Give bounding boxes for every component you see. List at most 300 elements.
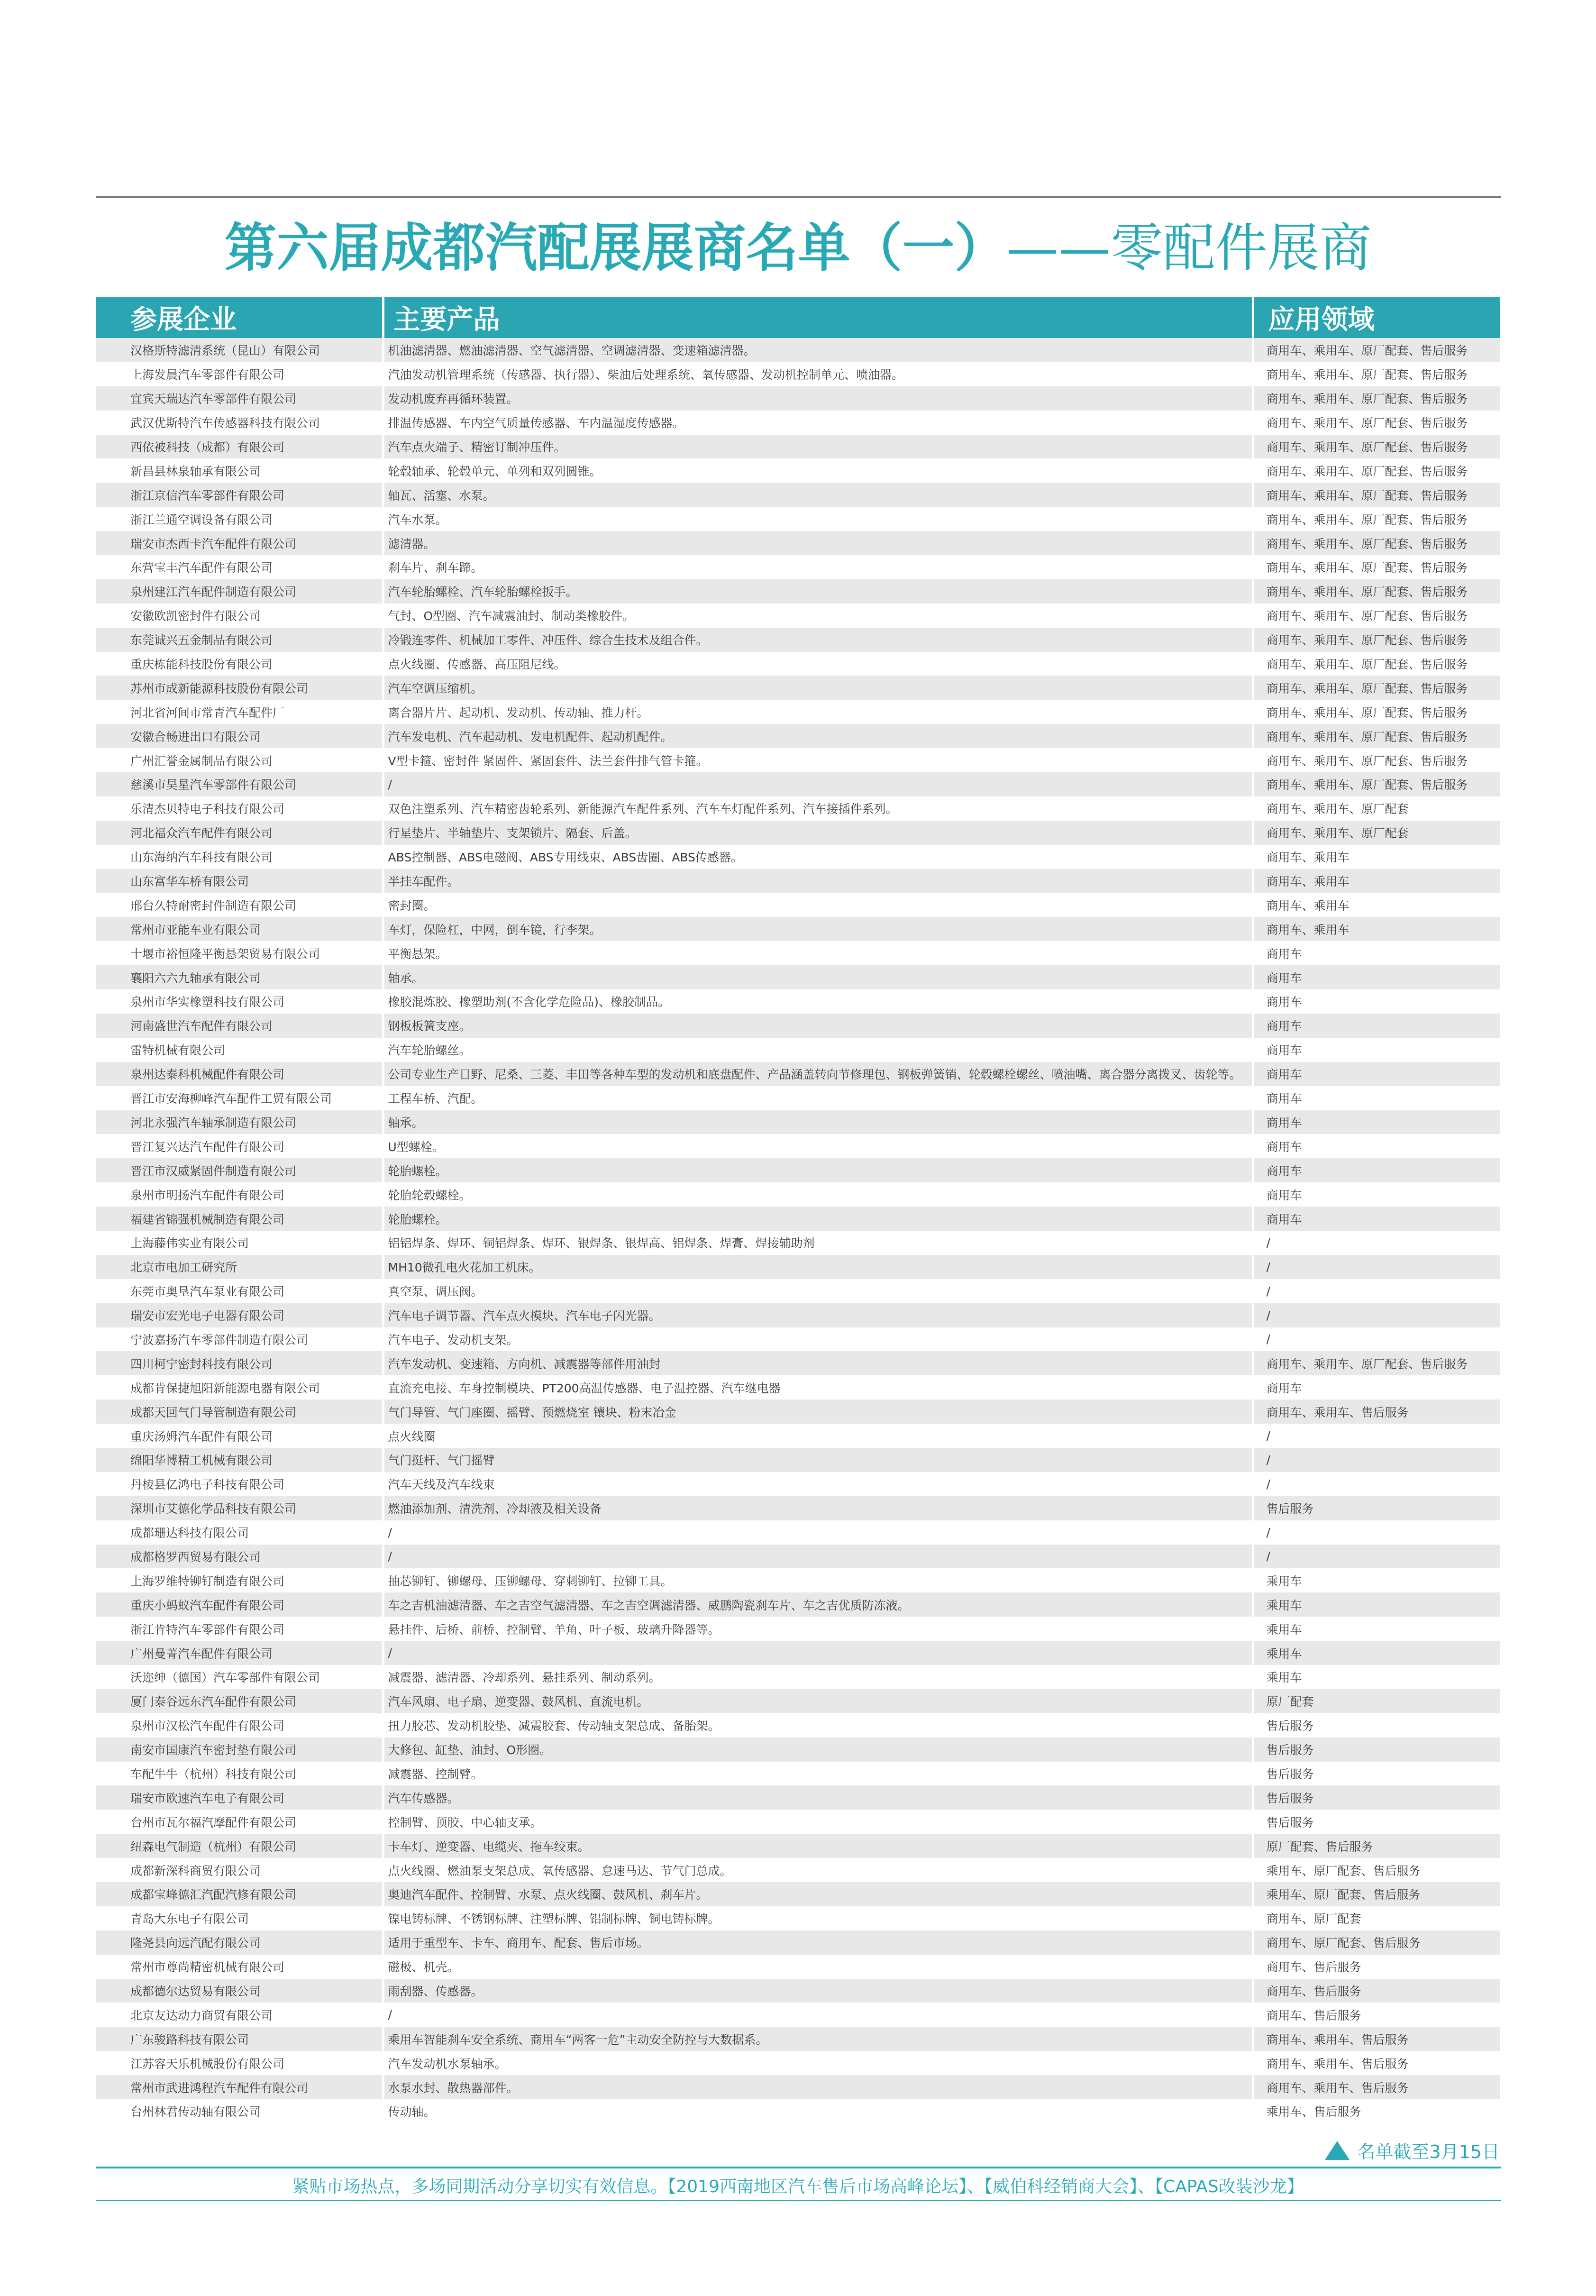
table-row [96, 1592, 1500, 1617]
cell-application: 商用车、乘用车、原厂配套、售后服务 [1253, 338, 1500, 362]
cell-company: 台州林君传动轴有限公司 [96, 2099, 383, 2123]
table-row [96, 1810, 1500, 1834]
cell-products: / [383, 1545, 1253, 1569]
cell-application: 售后服务 [1253, 1738, 1500, 1762]
cell-application: 商用车、乘用车、原厂配套 [1253, 796, 1500, 821]
cell-products: 密封圈。 [383, 893, 1253, 917]
cell-application: 商用车 [1253, 941, 1500, 965]
cell-company: 重庆栋能科技股份有限公司 [96, 652, 383, 676]
header-products: 主要产品 [383, 297, 1253, 338]
cell-products: 减震器、滤清器、冷却系列、悬挂系列、制动系列。 [383, 1665, 1253, 1689]
cell-company: 常州市尊尚精密机械有限公司 [96, 1955, 383, 1979]
table-row [96, 1472, 1500, 1496]
cell-products: U型螺栓。 [383, 1134, 1253, 1158]
table-row [96, 2027, 1500, 2051]
cell-application: 商用车、乘用车、原厂配套、售后服务 [1253, 458, 1500, 483]
cell-application: 售后服务 [1253, 1762, 1500, 1786]
table-row [96, 676, 1500, 700]
table-row [96, 1496, 1500, 1520]
cell-company: 河南盛世汽车配件有限公司 [96, 1014, 383, 1038]
cell-products: 轮毂轴承、轮毂单元、单列和双列圆锥。 [383, 458, 1253, 483]
cell-products: 滤清器。 [383, 531, 1253, 555]
cell-products: 汽车天线及汽车线束 [383, 1472, 1253, 1496]
cell-application: 原厂配套、售后服务 [1253, 1834, 1500, 1858]
cell-products: 适用于重型车、卡车、商用车、配套、售后市场。 [383, 1930, 1253, 1955]
cell-products: 排温传感器、车内空气质量传感器、车内温湿度传感器。 [383, 411, 1253, 435]
cell-products: ABS控制器、ABS电磁阀、ABS专用线束、ABS齿圈、ABS传感器。 [383, 845, 1253, 869]
cell-application: 商用车、乘用车、原厂配套、售后服务 [1253, 507, 1500, 531]
table-row [96, 941, 1500, 965]
cell-products: 汽车风扇、电子扇、逆变器、鼓风机、直流电机。 [383, 1689, 1253, 1713]
cell-application: 乘用车 [1253, 1641, 1500, 1665]
table-row [96, 1014, 1500, 1038]
cell-application: 商用车、原厂配套、售后服务 [1253, 1930, 1500, 1955]
cell-products: 悬挂件、后桥、前桥、控制臂、羊角、叶子板、玻璃升降器等。 [383, 1617, 1253, 1641]
table-row [96, 1785, 1500, 1810]
cell-company: 慈溪市昊星汽车零部件有限公司 [96, 772, 383, 796]
cell-products: 燃油添加剂、清洗剂、冷却液及相关设备 [383, 1496, 1253, 1520]
cell-products: 镍电铸标牌、不锈钢标牌、注塑标牌、铝制标牌、铜电铸标牌。 [383, 1906, 1253, 1930]
cell-application: / [1253, 1424, 1500, 1448]
title-sub: ——零配件展商 [1006, 218, 1372, 278]
cell-application: 售后服务 [1253, 1785, 1500, 1810]
table-row [96, 507, 1500, 531]
table-row [96, 1641, 1500, 1665]
cell-company: 成都宝峰德汇汽配汽修有限公司 [96, 1882, 383, 1906]
table-row [96, 1375, 1500, 1400]
cell-application: 商用车、乘用车、原厂配套、售后服务 [1253, 1351, 1500, 1375]
cell-application: 商用车、乘用车、原厂配套、售后服务 [1253, 483, 1500, 507]
cell-application: 售后服务 [1253, 1713, 1500, 1738]
cell-company: 广州曼菁汽车配件有限公司 [96, 1641, 383, 1665]
cell-company: 河北福众汽车配件有限公司 [96, 821, 383, 845]
cell-company: 泉州建江汽车配件制造有限公司 [96, 579, 383, 604]
cell-company: 浙江兰通空调设备有限公司 [96, 507, 383, 531]
cell-products: 汽车电子调节器、汽车点火模块、汽车电子闪光器。 [383, 1303, 1253, 1327]
table-row [96, 1713, 1500, 1738]
table-row [96, 2075, 1500, 2099]
table-row [96, 1906, 1500, 1930]
cell-application: 商用车、乘用车、售后服务 [1253, 1400, 1500, 1424]
cell-company: 瑞安市欧速汽车电子有限公司 [96, 1785, 383, 1810]
cell-company: 上海藤伟实业有限公司 [96, 1231, 383, 1255]
table-row [96, 1955, 1500, 1979]
cell-products: 汽车轮胎螺丝。 [383, 1038, 1253, 1062]
cell-company: 东莞市奥垦汽车泵业有限公司 [96, 1279, 383, 1303]
cell-application: 商用车、乘用车 [1253, 845, 1500, 869]
table-row [96, 1545, 1500, 1569]
cell-company: 东莞诚兴五金制品有限公司 [96, 628, 383, 652]
cell-products: 减震器、控制臂。 [383, 1762, 1253, 1786]
table-row [96, 1834, 1500, 1858]
cell-products: 点火线圈、传感器、高压阻尼线。 [383, 652, 1253, 676]
header-company: 参展企业 [96, 297, 383, 338]
cell-products: 扭力胶芯、发动机胶垫、减震胶套、传动轴支架总成、备胎架。 [383, 1713, 1253, 1738]
cell-company: 瑞安市宏光电子电器有限公司 [96, 1303, 383, 1327]
cell-company: 雷特机械有限公司 [96, 1038, 383, 1062]
cell-products: 钢板板簧支座。 [383, 1014, 1253, 1038]
table-row [96, 989, 1500, 1014]
cell-products: 汽车发动机、变速箱、方向机、减震器等部件用油封 [383, 1351, 1253, 1375]
cell-company: 晋江复兴达汽车配件有限公司 [96, 1134, 383, 1158]
cell-products: 汽车电子、发动机支架。 [383, 1327, 1253, 1352]
table-row [96, 1448, 1500, 1472]
cell-company: 成都德尔达贸易有限公司 [96, 1979, 383, 2003]
table-row [96, 1279, 1500, 1303]
cell-application: 商用车、乘用车 [1253, 869, 1500, 893]
deadline-text: 名单截至3月15日 [1357, 2141, 1500, 2162]
cell-company: 隆尧县向远汽配有限公司 [96, 1930, 383, 1955]
table-row [96, 1689, 1500, 1713]
cell-application: 商用车 [1253, 1086, 1500, 1110]
table-row [96, 1327, 1500, 1352]
cell-company: 浙江肯特汽车零部件有限公司 [96, 1617, 383, 1641]
cell-products: 机油滤清器、燃油滤清器、空气滤清器、空调滤清器、变速箱滤清器。 [383, 338, 1253, 362]
table-row [96, 965, 1500, 989]
cell-products: 工程车桥、汽配。 [383, 1086, 1253, 1110]
cell-products: V型卡箍、密封件 紧固件、紧固套件、法兰套件排气管卡箍。 [383, 748, 1253, 772]
cell-products: 冷锻连零件、机械加工零件、冲压件、综合生技术及组合件。 [383, 628, 1253, 652]
table-row [96, 821, 1500, 845]
cell-products: 真空泵、调压阀。 [383, 1279, 1253, 1303]
cell-application: 售后服务 [1253, 1810, 1500, 1834]
table-row [96, 386, 1500, 411]
cell-application: / [1253, 1472, 1500, 1496]
table-row [96, 1882, 1500, 1906]
cell-company: 安徽欧凯密封件有限公司 [96, 604, 383, 628]
bottom-rule-2 [96, 2200, 1501, 2201]
cell-company: 成都天回气门导管制造有限公司 [96, 1400, 383, 1424]
cell-company: 邢台久特耐密封件制造有限公司 [96, 893, 383, 917]
deadline-note [1325, 2137, 1500, 2163]
cell-company: 常州市武进鸿程汽车配件有限公司 [96, 2075, 383, 2099]
header-application: 应用领域 [1253, 297, 1500, 338]
cell-company: 常州市亚能车业有限公司 [96, 917, 383, 941]
cell-company: 重庆小蚂蚁汽车配件有限公司 [96, 1592, 383, 1617]
cell-products: 车之吉机油滤清器、车之吉空气滤清器、车之吉空调滤清器、威鹏陶瓷刹车片、车之吉优质防冻液。 [383, 1592, 1253, 1617]
cell-products: 公司专业生产日野、尼桑、三菱、丰田等各种车型的发动机和底盘配件、产品涵盖转向节修理包、钢板弹簧销、轮毂螺栓螺丝、喷油嘴、离合器分离拨叉、齿轮等。 [383, 1062, 1253, 1086]
cell-application: 乘用车 [1253, 1665, 1500, 1689]
table-row [96, 1134, 1500, 1158]
cell-application: 商用车、乘用车、原厂配套、售后服务 [1253, 748, 1500, 772]
cell-application: 商用车、乘用车、售后服务 [1253, 2027, 1500, 2051]
cell-company: 泉州市汉松汽车配件有限公司 [96, 1713, 383, 1738]
table-row [96, 1086, 1500, 1110]
cell-company: 浙江京信汽车零部件有限公司 [96, 483, 383, 507]
table-row [96, 1110, 1500, 1134]
cell-company: 成都肯保捷旭阳新能源电器有限公司 [96, 1375, 383, 1400]
table-row [96, 362, 1500, 386]
table-row [96, 555, 1500, 579]
cell-products: 橡胶混炼胶、橡塑助剂(不含化学危险品)、橡胶制品。 [383, 989, 1253, 1014]
table-row [96, 604, 1500, 628]
cell-products: / [383, 1641, 1253, 1665]
cell-application: 商用车 [1253, 965, 1500, 989]
cell-company: 河北省河间市常青汽车配件厂 [96, 700, 383, 724]
table-row [96, 724, 1500, 748]
cell-company: 汉格斯特滤清系统（昆山）有限公司 [96, 338, 383, 362]
cell-products: 汽车发电机、汽车起动机、发电机配件、起动机配件。 [383, 724, 1253, 748]
cell-products: 半挂车配件。 [383, 869, 1253, 893]
table-row [96, 652, 1500, 676]
cell-products: 汽车水泵。 [383, 507, 1253, 531]
cell-products: 汽车发动机水泵轴承。 [383, 2051, 1253, 2075]
cell-application: 商用车、乘用车 [1253, 893, 1500, 917]
cell-application: / [1253, 1448, 1500, 1472]
cell-application: 商用车、乘用车、售后服务 [1253, 2075, 1500, 2099]
cell-company: 西依被科技（成都）有限公司 [96, 435, 383, 459]
cell-products: 水泵水封、散热器部件。 [383, 2075, 1253, 2099]
cell-company: 江苏容天乐机械股份有限公司 [96, 2051, 383, 2075]
table-body [96, 338, 1500, 2123]
cell-application: 商用车 [1253, 1182, 1500, 1207]
cell-company: 十堰市裕恒隆平衡悬架贸易有限公司 [96, 941, 383, 965]
cell-products: 平衡悬架。 [383, 941, 1253, 965]
cell-application: 商用车、乘用车、原厂配套、售后服务 [1253, 579, 1500, 604]
cell-company: 新昌县林泉轴承有限公司 [96, 458, 383, 483]
cell-company: 南安市国康汽车密封垫有限公司 [96, 1738, 383, 1762]
cell-products: 行星垫片、半轴垫片、支架锁片、隔套、后盖。 [383, 821, 1253, 845]
cell-company: 青岛大东电子有限公司 [96, 1906, 383, 1930]
exhibitor-table [96, 297, 1500, 2123]
table-row [96, 1038, 1500, 1062]
cell-application: / [1253, 1231, 1500, 1255]
cell-products: MH10微孔电火花加工机床。 [383, 1255, 1253, 1279]
cell-application: 乘用车 [1253, 1617, 1500, 1641]
cell-products: 气门导管、气门座圈、摇臂、预燃烧室 镶块、粉末冶金 [383, 1400, 1253, 1424]
cell-company: 东营宝丰汽车配件有限公司 [96, 555, 383, 579]
cell-application: 商用车、售后服务 [1253, 1955, 1500, 1979]
cell-application: 商用车、售后服务 [1253, 2003, 1500, 2027]
cell-application: 商用车、乘用车、原厂配套、售后服务 [1253, 411, 1500, 435]
footer-text: 紧贴市场热点，多场同期活动分享切实有效信息。【2019西南地区汽车售后市场高峰论坛】、【威伯科经销商大会】、【CAPAS改装沙龙】 [292, 2177, 1304, 2196]
cell-application: 商用车、乘用车 [1253, 917, 1500, 941]
cell-company: 沃迩绅（德国）汽车零部件有限公司 [96, 1665, 383, 1689]
cell-products: 气门挺杆、气门摇臂 [383, 1448, 1253, 1472]
cell-application: 乘用车 [1253, 1568, 1500, 1592]
cell-products: 刹车片、刹车蹄。 [383, 555, 1253, 579]
cell-company: 上海发晨汽车零部件有限公司 [96, 362, 383, 386]
table-row [96, 1568, 1500, 1592]
cell-application: / [1253, 1520, 1500, 1545]
cell-products: 汽车点火端子、精密订制冲压件。 [383, 435, 1253, 459]
cell-company: 瑞安市杰西卡汽车配件有限公司 [96, 531, 383, 555]
cell-application: 商用车、乘用车、原厂配套、售后服务 [1253, 386, 1500, 411]
cell-application: 乘用车 [1253, 1592, 1500, 1617]
table-row [96, 579, 1500, 604]
cell-products: / [383, 772, 1253, 796]
cell-company: 广州汇誉金属制品有限公司 [96, 748, 383, 772]
table-row [96, 458, 1500, 483]
cell-products: 汽油发动机管理系统（传感器、执行器）、柴油后处理系统、氧传感器、发动机控制单元、喷油器。 [383, 362, 1253, 386]
table-row [96, 748, 1500, 772]
table-row [96, 700, 1500, 724]
table-row [96, 411, 1500, 435]
table-row [96, 893, 1500, 917]
cell-application: 商用车、乘用车、原厂配套、售后服务 [1253, 700, 1500, 724]
triangle-up-icon [1325, 2141, 1350, 2160]
table-row [96, 1665, 1500, 1689]
table-row [96, 772, 1500, 796]
cell-company: 车配牛牛（杭州）科技有限公司 [96, 1762, 383, 1786]
cell-products: 轴承。 [383, 965, 1253, 989]
table-row [96, 1858, 1500, 1882]
table-row [96, 2003, 1500, 2027]
cell-application: 商用车、乘用车、原厂配套、售后服务 [1253, 555, 1500, 579]
cell-products: 直流充电接、车身控制模块、PT200高温传感器、电子温控器、汽车继电器 [383, 1375, 1253, 1400]
table-row [96, 1182, 1500, 1207]
cell-company: 宜宾天瑞达汽车零部件有限公司 [96, 386, 383, 411]
cell-company: 山东海纳汽车科技有限公司 [96, 845, 383, 869]
cell-products: 轴承。 [383, 1110, 1253, 1134]
cell-products: 磁极、机壳。 [383, 1955, 1253, 1979]
cell-products: 奥迪汽车配件、控制臂、水泵、点火线圈、鼓风机、刹车片。 [383, 1882, 1253, 1906]
table-row [96, 1762, 1500, 1786]
cell-company: 武汉优斯特汽车传感器科技有限公司 [96, 411, 383, 435]
table-row [96, 1424, 1500, 1448]
table-row [96, 1303, 1500, 1327]
cell-company: 河北永强汽车轴承制造有限公司 [96, 1110, 383, 1134]
cell-application: / [1253, 1279, 1500, 1303]
cell-company: 泉州市华实橡塑科技有限公司 [96, 989, 383, 1014]
cell-products: 气封、O型圈、汽车减震油封、制动类橡胶件。 [383, 604, 1253, 628]
table-row [96, 796, 1500, 821]
cell-company: 乐清杰贝特电子科技有限公司 [96, 796, 383, 821]
cell-application: 原厂配套 [1253, 1689, 1500, 1713]
table-row [96, 1520, 1500, 1545]
cell-application: 乘用车、售后服务 [1253, 2099, 1500, 2123]
cell-products: 汽车轮胎螺栓、汽车轮胎螺栓扳手。 [383, 579, 1253, 604]
table-row [96, 435, 1500, 459]
cell-products: 汽车空调压缩机。 [383, 676, 1253, 700]
cell-products: 轴瓦、活塞、水泵。 [383, 483, 1253, 507]
cell-company: 苏州市成新能源科技股份有限公司 [96, 676, 383, 700]
cell-company: 北京友达动力商贸有限公司 [96, 2003, 383, 2027]
bottom-rule [96, 2167, 1501, 2168]
cell-application: 商用车、乘用车、原厂配套、售后服务 [1253, 362, 1500, 386]
cell-application: 商用车、乘用车、原厂配套、售后服务 [1253, 772, 1500, 796]
cell-company: 晋江市汉威紧固件制造有限公司 [96, 1158, 383, 1182]
table-row [96, 1062, 1500, 1086]
cell-products: 雨刮器、传感器。 [383, 1979, 1253, 2003]
cell-products: 发动机废弃再循环装置。 [383, 386, 1253, 411]
cell-products: / [383, 1520, 1253, 1545]
cell-company: 泉州市明扬汽车配件有限公司 [96, 1182, 383, 1207]
table-row [96, 1617, 1500, 1641]
table-row [96, 1979, 1500, 2003]
cell-products: / [383, 2003, 1253, 2027]
cell-company: 成都新深科商贸有限公司 [96, 1858, 383, 1882]
cell-products: 点火线圈 [383, 1424, 1253, 1448]
cell-products: 轮胎螺栓。 [383, 1207, 1253, 1231]
cell-company: 台州市瓦尔福汽摩配件有限公司 [96, 1810, 383, 1834]
table-row [96, 1231, 1500, 1255]
cell-products: 轮胎轮毂螺栓。 [383, 1182, 1253, 1207]
cell-company: 襄阳六六九轴承有限公司 [96, 965, 383, 989]
table-row [96, 2099, 1500, 2123]
cell-application: 商用车 [1253, 1014, 1500, 1038]
cell-products: 抽芯铆钉、铆螺母、压铆螺母、穿刺铆钉、拉铆工具。 [383, 1568, 1253, 1592]
cell-application: 商用车、乘用车、原厂配套、售后服务 [1253, 652, 1500, 676]
cell-company: 广东骏路科技有限公司 [96, 2027, 383, 2051]
table-row [96, 1158, 1500, 1182]
cell-company: 成都格罗西贸易有限公司 [96, 1545, 383, 1569]
cell-application: 商用车 [1253, 1038, 1500, 1062]
table-header-row [96, 297, 1500, 338]
table-row [96, 338, 1500, 362]
table-row [96, 483, 1500, 507]
title-main: 第六届成都汽配展展商名单（一） [224, 218, 1007, 278]
cell-application: 商用车、乘用车、原厂配套、售后服务 [1253, 435, 1500, 459]
cell-products: 传动轴。 [383, 2099, 1253, 2123]
cell-application: 商用车 [1253, 1158, 1500, 1182]
cell-products: 离合器片片、起动机、发动机、传动轴、推力杆。 [383, 700, 1253, 724]
cell-company: 厦门泰谷远东汽车配件有限公司 [96, 1689, 383, 1713]
cell-products: 轮胎螺栓。 [383, 1158, 1253, 1182]
cell-application: 商用车、乘用车、原厂配套、售后服务 [1253, 676, 1500, 700]
cell-application: / [1253, 1545, 1500, 1569]
cell-application: 商用车 [1253, 989, 1500, 1014]
cell-application: 商用车 [1253, 1110, 1500, 1134]
table-row [96, 1738, 1500, 1762]
table-row [96, 917, 1500, 941]
cell-application: 商用车 [1253, 1375, 1500, 1400]
cell-products: 控制臂、顶胶、中心轴支承。 [383, 1810, 1253, 1834]
cell-company: 纽森电气制造（杭州）有限公司 [96, 1834, 383, 1858]
table-row [96, 628, 1500, 652]
cell-application: 商用车 [1253, 1062, 1500, 1086]
cell-application: 乘用车、原厂配套、售后服务 [1253, 1858, 1500, 1882]
cell-products: 汽车传感器。 [383, 1785, 1253, 1810]
cell-products: 双色注塑系列、汽车精密齿轮系列、新能源汽车配件系列、汽车车灯配件系列、汽车接插件系列。 [383, 796, 1253, 821]
cell-application: 商用车 [1253, 1134, 1500, 1158]
cell-company: 北京市电加工研究所 [96, 1255, 383, 1279]
table-row [96, 2051, 1500, 2075]
table-row [96, 1255, 1500, 1279]
cell-products: 点火线圈、燃油泵支架总成、氧传感器、怠速马达、节气门总成。 [383, 1858, 1253, 1882]
cell-application: / [1253, 1303, 1500, 1327]
table-row [96, 1400, 1500, 1424]
table-row [96, 1207, 1500, 1231]
cell-application: 商用车、乘用车、原厂配套、售后服务 [1253, 604, 1500, 628]
cell-application: 商用车 [1253, 1207, 1500, 1231]
cell-company: 晋江市安海柳峰汽车配件工贸有限公司 [96, 1086, 383, 1110]
top-rule [96, 196, 1501, 198]
cell-application: 商用车、原厂配套 [1253, 1906, 1500, 1930]
cell-application: 商用车、乘用车、售后服务 [1253, 2051, 1500, 2075]
cell-company: 丹棱县亿鸿电子科技有限公司 [96, 1472, 383, 1496]
cell-application: / [1253, 1327, 1500, 1352]
cell-company: 安徽合畅进出口有限公司 [96, 724, 383, 748]
cell-company: 上海罗维特铆钉制造有限公司 [96, 1568, 383, 1592]
cell-company: 绵阳华博精工机械有限公司 [96, 1448, 383, 1472]
cell-application: 乘用车、原厂配套、售后服务 [1253, 1882, 1500, 1906]
cell-application: 商用车、乘用车、原厂配套 [1253, 821, 1500, 845]
cell-products: 乘用车智能刹车安全系统、商用车“两客一危”主动安全防控与大数据系。 [383, 2027, 1253, 2051]
table-row [96, 869, 1500, 893]
table-row [96, 1930, 1500, 1955]
cell-company: 泉州达泰科机械配件有限公司 [96, 1062, 383, 1086]
cell-company: 成都珊达科技有限公司 [96, 1520, 383, 1545]
page-title [0, 212, 1596, 284]
cell-application: 售后服务 [1253, 1496, 1500, 1520]
table-row [96, 1351, 1500, 1375]
cell-company: 福建省锦强机械制造有限公司 [96, 1207, 383, 1231]
table-row [96, 845, 1500, 869]
cell-company: 重庆汤姆汽车配件有限公司 [96, 1424, 383, 1448]
cell-company: 四川柯宁密封科技有限公司 [96, 1351, 383, 1375]
cell-application: 商用车、售后服务 [1253, 1979, 1500, 2003]
